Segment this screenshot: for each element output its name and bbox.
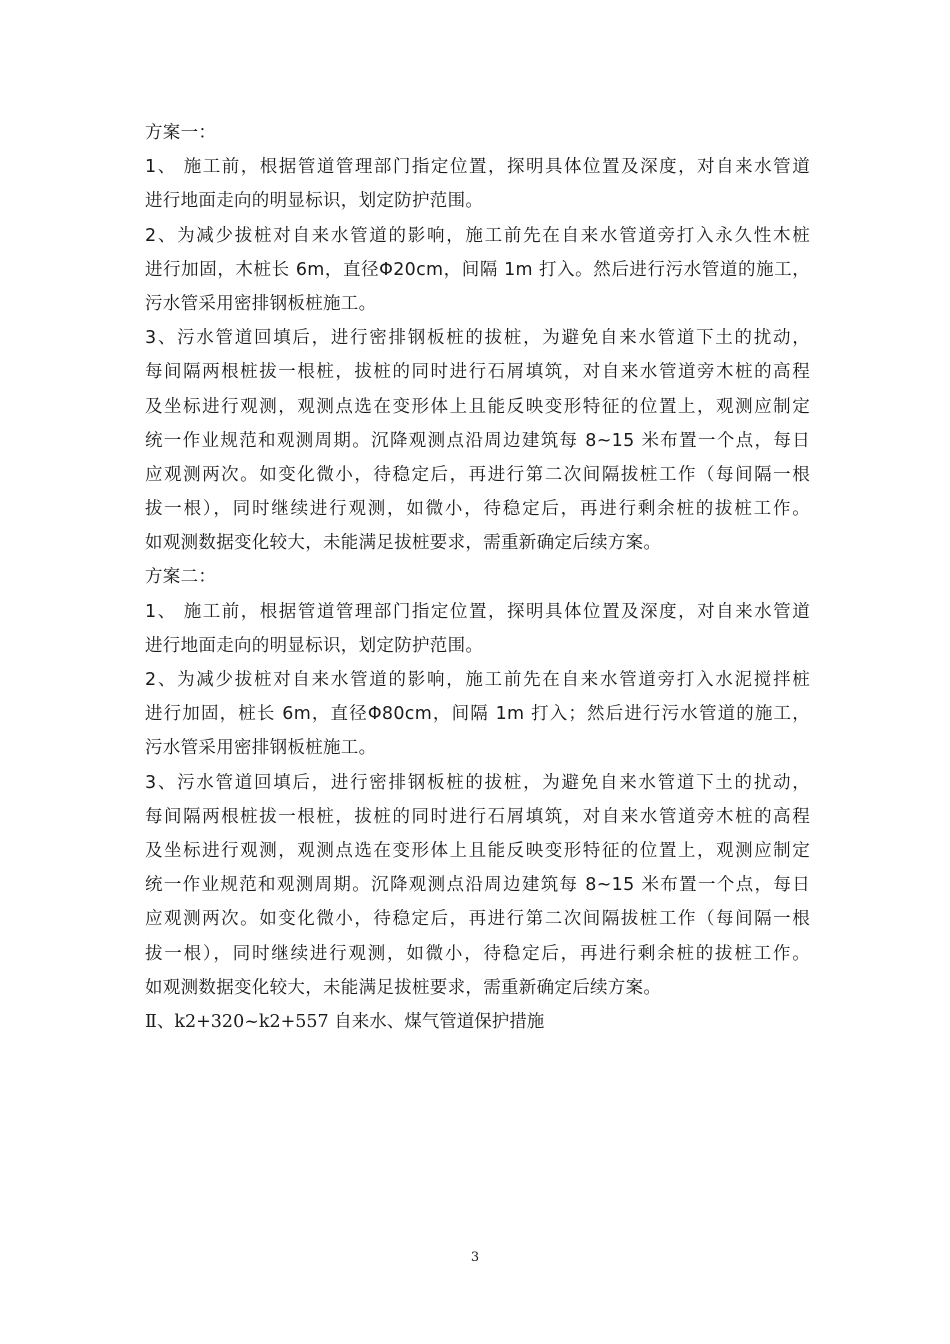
plan1-item2 bbox=[145, 219, 810, 322]
paragraph-line: 应观测两次。如变化微小，待稳定后，再进行第二次间隔拔桩工作（每间隔一根 bbox=[145, 909, 810, 930]
paragraph-line: 2、为减少拔桩对自来水管道的影响，施工前先在自来水管道旁打入水泥搅拌桩 bbox=[145, 670, 810, 690]
paragraph-line: 每间隔两根桩拔一根桩，拔桩的同时进行石屑填筑，对自来水管道旁木桩的高程 bbox=[145, 362, 810, 383]
paragraph-line: 1、 施工前，根据管道管理部门指定位置，探明具体位置及深度，对自来水管道 bbox=[145, 601, 810, 622]
plan1-item1 bbox=[145, 150, 810, 218]
section-2-title: Ⅱ、k2+320~k2+557 自来水、煤气管道保护措施 bbox=[145, 1011, 545, 1032]
plan2-item2 bbox=[145, 663, 810, 766]
plan2-item3 bbox=[145, 766, 810, 1005]
paragraph-line: 进行地面走向的明显标识，划定防护范围。 bbox=[145, 191, 484, 212]
paragraph-line: 拔一根），同时继续进行观测，如微小，待稳定后，再进行剩余桩的拔桩工作。 bbox=[145, 499, 810, 520]
plan2-item1 bbox=[145, 595, 810, 663]
paragraph-line: 每间隔两根桩拔一根桩，拔桩的同时进行石屑填筑，对自来水管道旁木桩的高程 bbox=[145, 806, 810, 827]
paragraph-line: 拔一根），同时继续进行观测，如微小，待稳定后，再进行剩余桩的拔桩工作。 bbox=[145, 943, 810, 964]
paragraph-line: 3、污水管道回填后，进行密排钢板桩的拔桩，为避免自来水管道下土的扰动， bbox=[145, 328, 810, 349]
paragraph-line: 应观测两次。如变化微小，待稳定后，再进行第二次间隔拔桩工作（每间隔一根 bbox=[145, 464, 810, 485]
paragraph-line: 及坐标进行观测，观测点选在变形体上且能反映变形特征的位置上，观测应制定 bbox=[145, 840, 810, 861]
paragraph-line: 污水管采用密排钢板桩施工。 bbox=[145, 738, 377, 759]
paragraph-line: 统一作业规范和观测周期。沉降观测点沿周边建筑每 8~15 米布置一个点，每日 bbox=[145, 430, 810, 451]
page-number: 3 bbox=[470, 1250, 480, 1265]
paragraph-line: 统一作业规范和观测周期。沉降观测点沿周边建筑每 8~15 米布置一个点，每日 bbox=[145, 875, 810, 896]
paragraph-line: 如观测数据变化较大，未能满足拔桩要求，需重新确定后续方案。 bbox=[145, 977, 662, 998]
paragraph-line: 3、污水管道回填后，进行密排钢板桩的拔桩，为避免自来水管道下土的扰动， bbox=[145, 772, 810, 793]
paragraph-line: 污水管采用密排钢板桩施工。 bbox=[145, 293, 377, 314]
paragraph-line: 进行加固，桩长 6m，直径Φ80cm，间隔 1m 打入；然后进行污水管道的施工， bbox=[145, 704, 810, 725]
paragraph-line: 如观测数据变化较大，未能满足拔桩要求，需重新确定后续方案。 bbox=[145, 533, 662, 554]
paragraph-line: 2、为减少拔桩对自来水管道的影响，施工前先在自来水管道旁打入永久性木桩 bbox=[145, 225, 810, 246]
plan1-heading: 方案一： bbox=[145, 123, 217, 143]
document-body bbox=[145, 116, 810, 1039]
paragraph-line: 进行地面走向的明显标识，划定防护范围。 bbox=[145, 635, 484, 656]
plan2-heading: 方案二： bbox=[145, 567, 217, 588]
paragraph-line: 进行加固，木桩长 6m，直径Φ20cm，间隔 1m 打入。然后进行污水管道的施工， bbox=[145, 259, 810, 280]
paragraph-line: 1、 施工前，根据管道管理部门指定位置，探明具体位置及深度，对自来水管道 bbox=[145, 157, 810, 178]
plan1-item3 bbox=[145, 321, 810, 560]
paragraph-line: 及坐标进行观测，观测点选在变形体上且能反映变形特征的位置上，观测应制定 bbox=[145, 396, 810, 417]
